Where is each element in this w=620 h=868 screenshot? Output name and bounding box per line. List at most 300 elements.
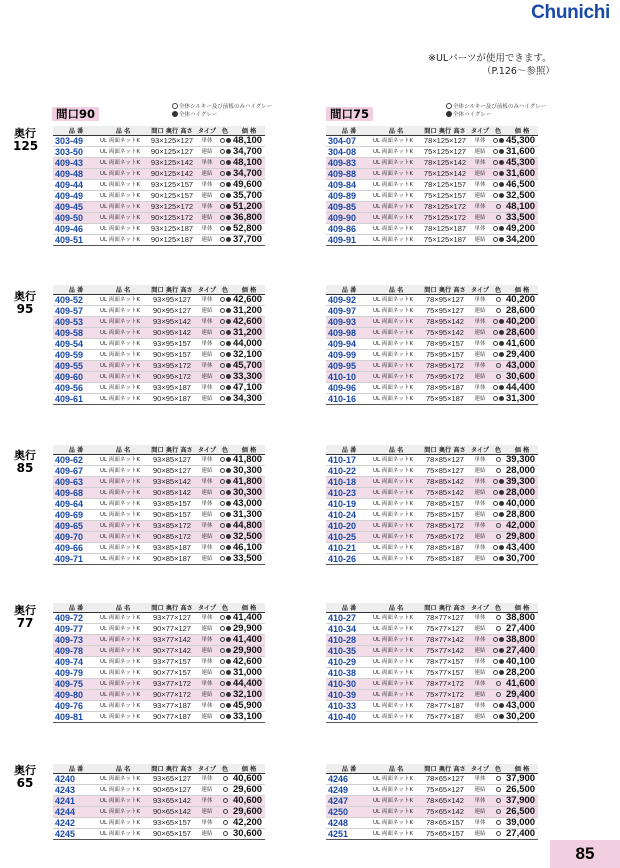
product-size: 90×85×187: [147, 554, 197, 565]
header-size-part: 奥行: [438, 605, 452, 612]
hollow-dot-icon: [223, 831, 228, 836]
hollow-dot-icon: [493, 237, 498, 242]
product-price: 43,000: [506, 701, 538, 712]
product-name: UL 両面ネットK: [99, 774, 147, 785]
product-type: 連結: [197, 488, 217, 499]
price-table: [53, 764, 265, 840]
product-name: UL 両面ネットK: [372, 136, 420, 147]
product-type: 単体: [197, 339, 217, 350]
product-size: 78×125×172: [420, 202, 470, 213]
product-code: 409-96: [326, 383, 372, 394]
depth-prefix: 奥行: [14, 449, 36, 462]
product-size: 75×125×142: [420, 169, 470, 180]
product-code: 409-57: [53, 306, 99, 317]
color-options: [490, 807, 506, 818]
product-size: 90×95×142: [147, 328, 197, 339]
product-price: 32,500: [506, 191, 538, 202]
color-options: [490, 701, 506, 712]
color-options: [217, 317, 233, 328]
product-size: 75×95×187: [420, 394, 470, 405]
product-code: 303-50: [53, 147, 99, 158]
product-size: 75×95×127: [420, 306, 470, 317]
product-name: UL 両面ネットK: [372, 543, 420, 554]
hollow-dot-icon: [220, 182, 225, 187]
product-size: 78×77×172: [420, 679, 470, 690]
hollow-dot-icon: [220, 692, 225, 697]
product-code: 4246: [326, 774, 372, 785]
product-name: UL 両面ネットK: [372, 499, 420, 510]
table-row: [326, 339, 538, 350]
product-code: 410-18: [326, 477, 372, 488]
depth-label-125: [13, 128, 37, 152]
product-code: 409-94: [326, 339, 372, 350]
header-price: 価 格: [506, 603, 538, 613]
product-size: 93×125×172: [147, 202, 197, 213]
product-price: 40,200: [506, 295, 538, 306]
table-row: [53, 796, 265, 807]
product-name: UL 両面ネットK: [372, 712, 420, 723]
table-row: [53, 829, 265, 840]
header-size: [420, 445, 470, 455]
product-type: 連結: [197, 668, 217, 679]
hollow-dot-icon: [493, 171, 498, 176]
product-name: UL 両面ネットK: [372, 169, 420, 180]
header-code: 品 番: [53, 764, 99, 774]
table-header-row: [53, 126, 265, 136]
hollow-dot-icon: [220, 670, 225, 675]
product-size: 90×65×127: [147, 785, 197, 796]
filled-dot-icon: [226, 501, 231, 506]
product-type: 連結: [197, 807, 217, 818]
color-legend-left: [172, 103, 272, 119]
table-row: [53, 690, 265, 701]
header-size-part: 間口: [151, 447, 164, 454]
product-type: 単体: [470, 295, 490, 306]
header-size: [147, 126, 197, 136]
hollow-dot-icon: [220, 171, 225, 176]
product-code: 409-90: [326, 213, 372, 224]
product-type: 単体: [197, 158, 217, 169]
color-options: [490, 383, 506, 394]
header-size-part: 奥行: [438, 287, 452, 294]
filled-dot-icon: [226, 341, 231, 346]
filled-dot-icon: [226, 319, 231, 324]
filled-dot-icon: [226, 556, 231, 561]
table-row: [53, 328, 265, 339]
product-size: 75×95×157: [420, 350, 470, 361]
hollow-dot-icon: [220, 626, 225, 631]
product-code: 409-51: [53, 235, 99, 246]
product-size: 93×85×172: [147, 521, 197, 532]
product-name: UL 両面ネットK: [99, 339, 147, 350]
hollow-dot-icon: [496, 215, 501, 220]
color-options: [490, 180, 506, 191]
frontage-75-heading: 間口75: [326, 107, 373, 121]
hollow-dot-icon: [496, 809, 501, 814]
product-type: 連結: [470, 668, 490, 679]
filled-dot-icon: [226, 226, 231, 231]
product-size: 93×85×127: [147, 455, 197, 466]
product-price: 44,000: [233, 339, 265, 350]
product-name: UL 両面ネットK: [372, 317, 420, 328]
product-name: UL 両面ネットK: [372, 690, 420, 701]
product-type: 単体: [470, 679, 490, 690]
depth-label-77: [13, 605, 37, 629]
product-code: 4242: [53, 818, 99, 829]
product-code: 304-07: [326, 136, 372, 147]
product-name: UL 両面ネットK: [99, 543, 147, 554]
product-code: 409-56: [53, 383, 99, 394]
product-type: 連結: [197, 829, 217, 840]
product-code: 410-28: [326, 635, 372, 646]
hollow-dot-icon: [220, 138, 225, 143]
product-code: 409-92: [326, 295, 372, 306]
header-size-part: 奥行: [165, 447, 179, 454]
product-type: 連結: [470, 510, 490, 521]
filled-dot-icon: [226, 479, 231, 484]
product-name: UL 両面ネットK: [99, 668, 147, 679]
product-type: 連結: [197, 169, 217, 180]
color-options: [217, 339, 233, 350]
product-type: 連結: [470, 646, 490, 657]
product-size: 90×85×157: [147, 510, 197, 521]
product-code: 4240: [53, 774, 99, 785]
table-row: [326, 488, 538, 499]
hollow-dot-icon: [496, 831, 501, 836]
filled-dot-icon: [226, 681, 231, 686]
table-row: [326, 796, 538, 807]
product-name: UL 両面ネットK: [372, 213, 420, 224]
product-code: 410-16: [326, 394, 372, 405]
hollow-dot-icon: [220, 160, 225, 165]
header-color: 色: [490, 285, 506, 295]
product-name: UL 両面ネットK: [372, 350, 420, 361]
product-size: 90×85×172: [147, 532, 197, 543]
product-type: 単体: [470, 339, 490, 350]
color-options: [490, 635, 506, 646]
table-row: [326, 361, 538, 372]
header-price: 価 格: [233, 764, 265, 774]
product-code: 409-66: [53, 543, 99, 554]
table-row: [326, 477, 538, 488]
header-size-part: 間口: [424, 766, 437, 773]
color-options: [217, 543, 233, 554]
product-size: 93×77×157: [147, 657, 197, 668]
product-price: 42,600: [233, 657, 265, 668]
color-options: [217, 136, 233, 147]
hollow-dot-icon: [220, 319, 225, 324]
product-name: UL 両面ネットK: [99, 180, 147, 191]
hollow-dot-icon: [220, 308, 225, 313]
product-name: UL 両面ネットK: [99, 796, 147, 807]
product-type: 連結: [470, 147, 490, 158]
product-size: 78×77×187: [420, 701, 470, 712]
product-code: 409-78: [53, 646, 99, 657]
color-options: [490, 818, 506, 829]
table-row: [326, 668, 538, 679]
filled-dot-icon: [226, 138, 231, 143]
header-name: 品 名: [372, 285, 420, 295]
product-price: 48,100: [233, 136, 265, 147]
product-name: UL 両面ネットK: [99, 224, 147, 235]
product-size: 78×95×127: [420, 295, 470, 306]
product-type: 連結: [470, 213, 490, 224]
table-row: [326, 701, 538, 712]
product-price: 34,700: [233, 147, 265, 158]
header-size-part: 高さ: [180, 128, 193, 135]
product-name: UL 両面ネットK: [99, 213, 147, 224]
table-row: [326, 147, 538, 158]
table-row: [53, 477, 265, 488]
product-price: 44,400: [233, 679, 265, 690]
product-type: 単体: [197, 455, 217, 466]
hollow-dot-icon: [220, 341, 225, 346]
color-options: [490, 328, 506, 339]
product-type: 単体: [197, 635, 217, 646]
product-size: 90×125×187: [147, 235, 197, 246]
table-row: [53, 679, 265, 690]
product-price: 44,800: [233, 521, 265, 532]
product-type: 単体: [470, 521, 490, 532]
product-price: 43,400: [506, 543, 538, 554]
product-name: UL 両面ネットK: [372, 701, 420, 712]
product-name: UL 両面ネットK: [99, 383, 147, 394]
color-options: [490, 202, 506, 213]
product-size: 93×65×127: [147, 774, 197, 785]
table-row: [326, 350, 538, 361]
header-size: [147, 603, 197, 613]
hollow-dot-icon: [496, 787, 501, 792]
hollow-dot-icon: [220, 215, 225, 220]
product-size: 93×95×127: [147, 295, 197, 306]
product-price: 26,500: [506, 785, 538, 796]
color-options: [217, 807, 233, 818]
product-size: 90×77×127: [147, 624, 197, 635]
table-row: [53, 372, 265, 383]
product-size: 90×65×142: [147, 807, 197, 818]
header-type: タイプ: [470, 128, 490, 135]
filled-dot-icon: [226, 193, 231, 198]
header-size: [147, 764, 197, 774]
product-type: 連結: [470, 488, 490, 499]
filled-dot-icon: [499, 138, 504, 143]
header-name: 品 名: [372, 603, 420, 613]
hollow-dot-icon: [220, 297, 225, 302]
product-type: 単体: [197, 180, 217, 191]
product-type: 連結: [197, 147, 217, 158]
product-size: 93×125×157: [147, 180, 197, 191]
product-code: 409-48: [53, 169, 99, 180]
hollow-dot-icon: [496, 534, 501, 539]
product-name: UL 両面ネットK: [99, 466, 147, 477]
header-name: 品 名: [372, 764, 420, 774]
filled-dot-icon: [499, 182, 504, 187]
product-name: UL 両面ネットK: [372, 235, 420, 246]
header-code: 品 番: [53, 285, 99, 295]
price-table: [326, 603, 538, 723]
header-code: 品 番: [326, 445, 372, 455]
product-price: 41,400: [233, 635, 265, 646]
table-row: [326, 306, 538, 317]
color-options: [490, 136, 506, 147]
product-type: 連結: [470, 328, 490, 339]
hollow-dot-icon: [493, 703, 498, 708]
product-type: 単体: [197, 818, 217, 829]
page-number: 85: [550, 840, 620, 868]
product-type: 連結: [197, 466, 217, 477]
product-name: UL 両面ネットK: [372, 202, 420, 213]
product-code: 4248: [326, 818, 372, 829]
color-options: [217, 829, 233, 840]
product-name: UL 両面ネットK: [99, 679, 147, 690]
product-size: 93×77×127: [147, 613, 197, 624]
product-price: 28,800: [506, 510, 538, 521]
table-row: [53, 668, 265, 679]
color-options: [217, 488, 233, 499]
color-options: [490, 224, 506, 235]
product-size: 78×85×142: [420, 477, 470, 488]
hollow-dot-icon: [220, 556, 225, 561]
color-options: [490, 554, 506, 565]
product-size: 93×95×157: [147, 339, 197, 350]
product-code: 303-49: [53, 136, 99, 147]
filled-dot-icon: [499, 501, 504, 506]
product-type: 単体: [197, 613, 217, 624]
hollow-dot-icon: [446, 103, 452, 109]
product-name: UL 両面ネットK: [372, 668, 420, 679]
product-type: 連結: [197, 394, 217, 405]
table-row: [326, 521, 538, 532]
color-options: [217, 180, 233, 191]
hollow-dot-icon: [496, 798, 501, 803]
table-header-row: [326, 285, 538, 295]
product-price: 46,500: [506, 180, 538, 191]
filled-dot-icon: [226, 171, 231, 176]
product-code: 409-55: [53, 361, 99, 372]
hollow-dot-icon: [493, 501, 498, 506]
product-size: 93×65×142: [147, 796, 197, 807]
product-name: UL 両面ネットK: [99, 317, 147, 328]
product-price: 40,600: [233, 774, 265, 785]
product-code: 409-98: [326, 328, 372, 339]
product-code: 410-10: [326, 372, 372, 383]
product-code: 409-49: [53, 191, 99, 202]
product-type: 単体: [470, 361, 490, 372]
table-row: [326, 646, 538, 657]
table-row: [53, 624, 265, 635]
hollow-dot-icon: [496, 374, 501, 379]
color-options: [490, 147, 506, 158]
hollow-dot-icon: [496, 820, 501, 825]
table-header-row: [53, 285, 265, 295]
color-options: [490, 317, 506, 328]
filled-dot-icon: [499, 714, 504, 719]
header-price: 価 格: [233, 285, 265, 295]
filled-dot-icon: [226, 297, 231, 302]
product-name: UL 両面ネットK: [99, 657, 147, 668]
table-row: [53, 147, 265, 158]
product-type: 単体: [470, 499, 490, 510]
color-options: [217, 646, 233, 657]
header-size-part: 高さ: [453, 128, 466, 135]
color-options: [217, 158, 233, 169]
product-name: UL 両面ネットK: [99, 147, 147, 158]
depth-label-65: [13, 765, 37, 789]
filled-dot-icon: [499, 648, 504, 653]
color-options: [217, 657, 233, 668]
product-price: 34,700: [233, 169, 265, 180]
product-price: 45,300: [506, 136, 538, 147]
product-size: 75×95×142: [420, 328, 470, 339]
depth-prefix: 奥行: [14, 604, 36, 617]
table-row: [53, 488, 265, 499]
hollow-dot-icon: [220, 714, 225, 719]
product-price: 45,300: [506, 158, 538, 169]
product-code: 409-71: [53, 554, 99, 565]
header-type: タイプ: [470, 605, 490, 612]
product-code: 410-26: [326, 554, 372, 565]
table-row: [326, 383, 538, 394]
table-row: [326, 499, 538, 510]
table-row: [326, 372, 538, 383]
product-price: 41,400: [233, 613, 265, 624]
product-price: 39,300: [506, 477, 538, 488]
filled-dot-icon: [499, 490, 504, 495]
product-name: UL 両面ネットK: [372, 455, 420, 466]
header-type: タイプ: [197, 128, 217, 135]
hollow-dot-icon: [493, 714, 498, 719]
product-name: UL 両面ネットK: [372, 613, 420, 624]
color-options: [217, 679, 233, 690]
header-name: 品 名: [372, 445, 420, 455]
product-type: 単体: [470, 180, 490, 191]
filled-dot-icon: [226, 692, 231, 697]
product-name: UL 両面ネットK: [372, 306, 420, 317]
color-options: [217, 383, 233, 394]
product-name: UL 両面ネットK: [99, 372, 147, 383]
product-code: 409-67: [53, 466, 99, 477]
product-name: UL 両面ネットK: [372, 624, 420, 635]
product-name: UL 両面ネットK: [99, 295, 147, 306]
hollow-dot-icon: [220, 545, 225, 550]
header-size-part: 間口: [424, 287, 437, 294]
product-price: 40,000: [506, 499, 538, 510]
product-price: 32,100: [233, 350, 265, 361]
product-type: 連結: [197, 306, 217, 317]
product-price: 29,400: [506, 350, 538, 361]
product-code: 409-69: [53, 510, 99, 521]
product-code: 409-97: [326, 306, 372, 317]
product-size: 75×125×127: [420, 147, 470, 158]
table-row: [326, 191, 538, 202]
table-row: [53, 213, 265, 224]
product-price: 31,600: [506, 147, 538, 158]
product-size: 78×65×157: [420, 818, 470, 829]
product-type: 連結: [470, 624, 490, 635]
header-color: 色: [217, 764, 233, 774]
product-price: 33,500: [233, 554, 265, 565]
product-type: 単体: [197, 521, 217, 532]
table-row: [326, 785, 538, 796]
product-code: 409-64: [53, 499, 99, 510]
product-code: 409-75: [53, 679, 99, 690]
price-table: [53, 603, 265, 723]
product-code: 4250: [326, 807, 372, 818]
product-price: 48,100: [233, 158, 265, 169]
product-code: 409-54: [53, 339, 99, 350]
hollow-dot-icon: [493, 330, 498, 335]
product-price: 27,400: [506, 624, 538, 635]
